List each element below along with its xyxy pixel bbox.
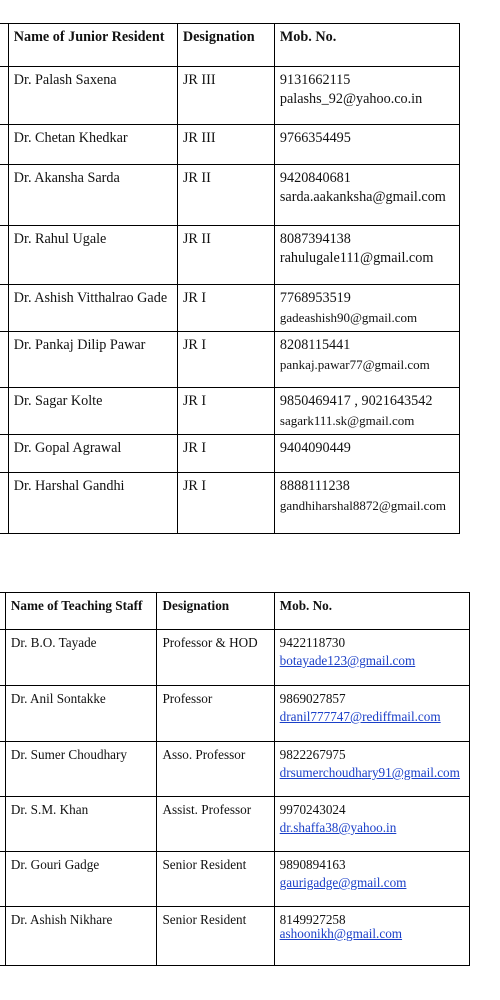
table-row [0, 742, 470, 797]
sno-cell [0, 285, 8, 332]
designation-cell: Professor & HOD [157, 630, 274, 686]
table-row [0, 165, 460, 226]
name-cell: Dr. Palash Saxena [8, 67, 177, 125]
contact-cell [274, 473, 459, 534]
table-row [0, 907, 470, 966]
phone-text: 9420840681 [279, 170, 351, 186]
email-link[interactable]: ashoonikh@gmail.com [279, 926, 403, 941]
email-text: gandhiharshal8872@gmail.com [279, 498, 447, 513]
table-row [0, 226, 460, 285]
table-row [0, 125, 460, 165]
table-row [0, 686, 470, 742]
sno-cell [0, 226, 8, 285]
phone-text: 7768953519 [279, 290, 351, 306]
name-cell: Dr. Chetan Khedkar [8, 125, 177, 165]
email-text: sarda.aakanksha@gmail.com [279, 189, 446, 205]
contact-cell [274, 852, 469, 907]
contact-cell [274, 388, 459, 435]
email-text: rahulugale111@gmail.com [279, 250, 434, 266]
email-link[interactable]: dranil777747@rediffmail.com [279, 709, 441, 724]
sno-cell [0, 125, 8, 165]
phone-text: 9822267975 [279, 747, 346, 762]
designation-cell: JR II [177, 165, 274, 226]
name-header: Name of Junior Resident [8, 24, 177, 67]
designation-header: Designation [177, 24, 274, 67]
sno-cell [0, 165, 8, 226]
designation-cell: JR I [177, 473, 274, 534]
email-text: sagark111.sk@gmail.com [279, 413, 415, 428]
phone-text: 8149927258 [279, 912, 346, 927]
designation-cell: Senior Resident [157, 907, 274, 966]
designation-header: Designation [157, 593, 274, 630]
designation-cell: Asso. Professor [157, 742, 274, 797]
table-row [0, 67, 460, 125]
name-cell: Dr. B.O. Tayade [5, 630, 157, 686]
name-cell: Dr. Harshal Gandhi [8, 473, 177, 534]
table-row [0, 332, 460, 388]
sno-cell [0, 67, 8, 125]
table-row [0, 630, 470, 686]
table-header-row [0, 593, 470, 630]
junior-resident-table [0, 23, 460, 534]
contact-cell [274, 907, 469, 966]
name-cell: Dr. Anil Sontakke [5, 686, 157, 742]
designation-cell: JR I [177, 285, 274, 332]
phone-text: 9890894163 [279, 857, 346, 872]
contact-cell [274, 630, 469, 686]
contact-cell [274, 67, 459, 125]
contact-cell [274, 226, 459, 285]
email-link[interactable]: gaurigadge@gmail.com [279, 875, 407, 890]
contact-cell [274, 332, 459, 388]
phone-text: 8208115441 [279, 337, 351, 353]
name-header: Name of Teaching Staff [5, 593, 157, 630]
contact-cell [274, 125, 459, 165]
phone-text: 9422118730 [279, 635, 346, 650]
contact-cell [274, 686, 469, 742]
contact-cell [274, 435, 459, 473]
phone-text: 9131662115 [279, 72, 351, 88]
mobile-header: Mob. No. [274, 593, 469, 630]
contact-cell [274, 285, 459, 332]
name-cell: Dr. Rahul Ugale [8, 226, 177, 285]
table-row [0, 388, 460, 435]
name-cell: Dr. Ashish Vitthalrao Gade [8, 285, 177, 332]
contact-cell [274, 742, 469, 797]
email-text: gadeashish90@gmail.com [279, 310, 418, 325]
name-cell: Dr. Akansha Sarda [8, 165, 177, 226]
name-cell: Dr. Sumer Choudhary [5, 742, 157, 797]
table-row [0, 473, 460, 534]
sno-header [0, 24, 8, 67]
phone-text: 9850469417 , 9021643542 [279, 393, 433, 409]
email-text: pankaj.pawar77@gmail.com [279, 357, 430, 372]
sno-cell [0, 435, 8, 473]
designation-cell: JR I [177, 435, 274, 473]
table-row [0, 285, 460, 332]
designation-cell: JR III [177, 125, 274, 165]
designation-cell: JR II [177, 226, 274, 285]
phone-text: 8087394138 [279, 231, 351, 247]
designation-cell: Professor [157, 686, 274, 742]
mobile-header: Mob. No. [274, 24, 459, 67]
name-cell: Dr. Sagar Kolte [8, 388, 177, 435]
table-row [0, 852, 470, 907]
phone-text: 8888111238 [279, 478, 350, 494]
designation-cell: Senior Resident [157, 852, 274, 907]
phone-text: 9766354495 [279, 130, 351, 146]
table-row [0, 797, 470, 852]
sno-cell [0, 388, 8, 435]
email-link[interactable]: botayade123@gmail.com [279, 653, 416, 668]
designation-cell: JR III [177, 67, 274, 125]
name-cell: Dr. Ashish Nikhare [5, 907, 157, 966]
designation-cell: Assist. Professor [157, 797, 274, 852]
designation-cell: JR I [177, 332, 274, 388]
name-cell: Dr. Pankaj Dilip Pawar [8, 332, 177, 388]
name-cell: Dr. S.M. Khan [5, 797, 157, 852]
phone-text: 9970243024 [279, 802, 346, 817]
designation-cell: JR I [177, 388, 274, 435]
table-header-row [0, 24, 460, 67]
contact-cell [274, 165, 459, 226]
phone-text: 9404090449 [279, 440, 351, 456]
phone-text: 9869027857 [279, 691, 346, 706]
contact-cell [274, 797, 469, 852]
sno-cell [0, 473, 8, 534]
table-row [0, 435, 460, 473]
name-cell: Dr. Gopal Agrawal [8, 435, 177, 473]
sno-cell [0, 332, 8, 388]
name-cell: Dr. Gouri Gadge [5, 852, 157, 907]
email-text: palashs_92@yahoo.co.in [279, 91, 423, 107]
teaching-staff-table [0, 592, 470, 966]
email-link[interactable]: drsumerchoudhary91@gmail.com [279, 765, 460, 780]
email-link[interactable]: dr.shaffa38@yahoo.in [279, 820, 397, 835]
